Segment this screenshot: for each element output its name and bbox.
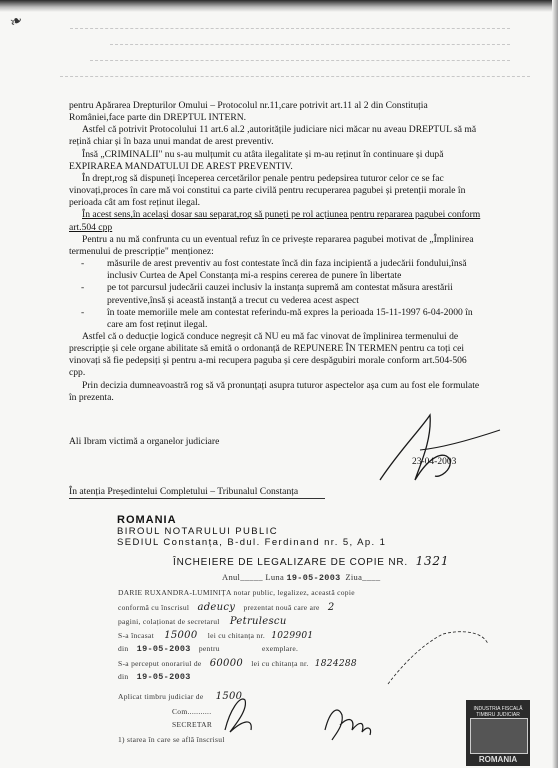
notary-line: [118, 672, 191, 682]
body-paragraph: Pentru a nu mă confrunta cu un eventual refuz în ce privește repararea pagubei motivat de „Împlinirea termenului de prescripție" menționez:: [69, 233, 474, 257]
notary-line: DARIE RUXANDRA-LUMINIȚA notar public, legalizez, această copie: [118, 588, 355, 597]
date-value: 19-05-2003: [286, 573, 341, 583]
notary-text: din: [118, 644, 129, 653]
onorariu-date: 19-05-2003: [136, 672, 191, 682]
receipt-number: 1029901: [271, 631, 314, 641]
notary-line: [118, 616, 287, 627]
bullet-text: pe tot parcursul judecării cauzei inclusiv la instanța supremă am contestat măsura arestării preventive,însă și această instanță a trecut cu vederea acest aspect: [107, 282, 453, 306]
bullet-text: măsurile de arest preventiv au fost contestate încă din faza incipientă a judecării fondului,însă inclusiv Curtea de Apel Constanța mi-a respins cererea de punere în libertate: [107, 258, 467, 282]
onorariu-amount: 60000: [209, 658, 244, 669]
notary-text: lei cu chitanța nr.: [251, 659, 309, 668]
notary-text: exemplare.: [262, 644, 299, 653]
body-paragraph: În acest sens,în același dosar sau separat,rog să puneți pe rol acțiunea pentru repararea pagubei conform art.504 cpp: [69, 209, 481, 233]
notary-line: [118, 602, 335, 613]
body-paragraph: Prin decizia dumneavoastră rog să vă pronunțați asupra tuturor aspectelor așa cum au fost ele formulate în prezenta.: [69, 379, 480, 403]
notary-text: lei cu chitanța nr.: [207, 631, 266, 640]
faint-line: [70, 28, 510, 30]
stamp-country: ROMANIA: [478, 755, 518, 764]
legalization-heading: [173, 554, 449, 568]
notary-text: prezentat nouă care are: [243, 603, 320, 612]
body-paragraph: Astfel că potrivit Protocolului 11 art.6 al.2 ,autoritățile judiciare nici măcar nu aveau DREPTUL să mă rețină chiar și în baza unui mandat de arest preventiv.: [69, 124, 477, 148]
letter-body: [69, 100, 483, 404]
bullet-dash: -: [81, 282, 85, 294]
bullet-item: [69, 307, 483, 331]
legalization-heading-text: ÎNCHEIERE DE LEGALIZARE DE COPIE NR.: [173, 557, 408, 568]
stamp-figure: [470, 718, 528, 754]
author-signature: [360, 410, 510, 490]
notary-line: Com...........: [172, 707, 212, 716]
body-paragraph: Însă „CRIMINALII" nu s-au mulțumit cu atâta ilegalitate și m-au reținut în continuare și după EXPIRAREA MANDATULUI DE AREST PREVENTIV.: [69, 148, 444, 172]
corner-mark-icon: ❧: [7, 12, 26, 32]
document-type: adeucy: [197, 602, 236, 613]
notary-text: pagini, colaționat de secretarul: [118, 617, 220, 626]
page-count: 2: [327, 602, 335, 613]
bullet-dash: -: [81, 258, 85, 270]
closing-line: Ali Ibram victimă a organelor judiciare: [69, 436, 220, 447]
stamp-country: ROMANIA: [117, 514, 177, 526]
date-row: Anul_____ Luna 19-05-2003 Ziua____: [222, 572, 381, 583]
signature-date: 23-04-2003: [412, 457, 457, 467]
bullet-dash: -: [81, 306, 85, 318]
bullet-text: în toate memoriile mele am contestat referindu-mă expres la perioada 15-11-1997 6-04-2000 în care am fost reținut ilegal.: [107, 306, 473, 330]
stamp-seat: SEDIUL Constanța, B-dul. Ferdinand nr. 5, Ap. 1: [117, 537, 387, 548]
notary-line: [118, 644, 298, 654]
notary-text: S-a încasat: [118, 631, 154, 640]
date-month-label: Luna: [265, 572, 285, 582]
body-paragraph: pentru Apărarea Drepturilor Omului – Protocolul nr.11,care potrivit art.11 al 2 din Constituția României,face parte din DREPTUL INTERN.: [69, 100, 428, 124]
judicial-stamp: [466, 700, 530, 766]
faint-line: [60, 76, 530, 78]
onorariu-receipt: 1824288: [314, 659, 357, 669]
receipt-date: 19-05-2003: [136, 644, 191, 654]
notary-text: conformă cu înscrisul: [118, 603, 190, 612]
faint-line: [110, 44, 510, 46]
notary-text: Aplicat timbru judiciar de: [118, 692, 204, 701]
notary-secretary: SECRETAR: [172, 720, 213, 729]
notary-text: S-a perceput onorariul de: [118, 659, 202, 668]
attention-line: În atenția Președintelui Completului – Tribunalul Constanța: [69, 486, 299, 497]
notary-text: pentru: [198, 644, 220, 653]
date-day-label: Ziua: [345, 572, 363, 582]
body-paragraph: Astfel că o deducție logică conduce negreșit că NU eu mă fac vinovat de împlinirea termenului de prescripție și cele organe abilitate să emită o ordonanță de REPUNERE ÎN TERMEN pentru ca toți cei vinovați să fie pedepsiți și pentru a-mi recupera paguba și cere despăgubiri morale conform art.504-506 cpp.: [69, 330, 467, 379]
stamp-value: 1500: [215, 691, 243, 702]
stamp-office: BIROUL NOTARULUI PUBLIC: [117, 526, 279, 537]
date-year-label: Anul: [222, 572, 241, 582]
secretary-name: Petrulescu: [229, 616, 287, 627]
faint-line: [90, 60, 510, 62]
scan-edge-right: [552, 0, 558, 768]
fee-amount: 15000: [164, 630, 198, 641]
secretary-signature: [215, 690, 265, 740]
notary-seal: [383, 624, 493, 702]
notary-signature: [320, 700, 380, 750]
notary-line: [118, 630, 313, 641]
legalization-number: 1321: [415, 554, 450, 568]
notary-line: [118, 658, 357, 669]
stamp-top-text: INDUSTRIA FISCALĂ TIMBRU JUDICIAR: [473, 706, 523, 718]
notary-stamp: [117, 514, 447, 548]
notary-footnote: 1) starea în care se află înscrisul: [118, 735, 225, 744]
scan-edge-top: [0, 0, 558, 12]
attention-underline: [69, 498, 325, 499]
notary-text: din: [118, 672, 129, 681]
body-paragraph: În drept,rog să dispuneți începerea cercetărilor penale pentru pedepsirea tuturor celor ce se fac vinovați,proces în care mă voi constitui ca parte civilă pentru recuperarea pagubei și pretenții morale în perioada cât am fost reținut ilegal.: [69, 172, 466, 209]
bullet-item: [69, 282, 483, 306]
bullet-item: [69, 258, 483, 282]
